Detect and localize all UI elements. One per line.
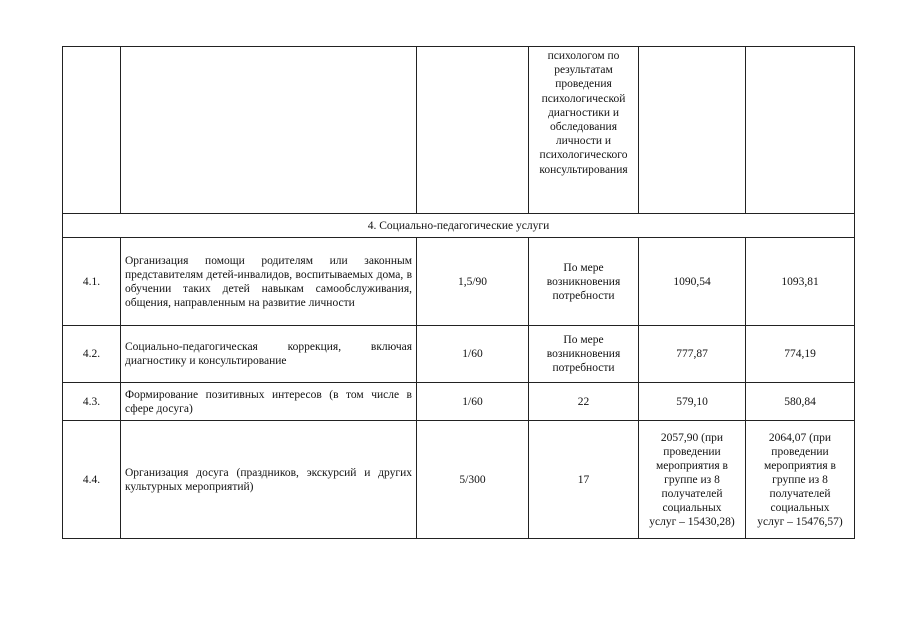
section-title: 4. Социально-педагогические услуги	[63, 214, 855, 238]
service-periodicity: По мере возникновения потребности	[529, 238, 639, 326]
table-row-continuation	[63, 47, 855, 214]
table-row	[63, 238, 855, 326]
service-periodicity: 22	[529, 383, 639, 421]
service-norm: 1/60	[417, 326, 529, 383]
row-number: 4.4.	[63, 421, 121, 539]
services-tariff-table	[62, 46, 855, 539]
tariff-1: 1090,54	[639, 238, 746, 326]
table-row	[63, 421, 855, 539]
table-row	[63, 326, 855, 383]
service-name: Социально-педагогическая коррекция, включая диагностику и консультирование	[121, 326, 417, 383]
service-norm: 1/60	[417, 383, 529, 421]
service-name: Организация досуга (праздников, экскурсий и других культурных мероприятий)	[121, 421, 417, 539]
cell-empty-name	[121, 47, 417, 214]
cell-continuation-text: психологом по результатам проведения психологической диагностики и обследования личности и психологического консультирования	[529, 47, 639, 214]
tariff-1: 2057,90 (при проведении мероприятия в группе из 8 получателей социальных услуг – 15430,28)	[639, 421, 746, 539]
row-number: 4.3.	[63, 383, 121, 421]
row-number: 4.2.	[63, 326, 121, 383]
tariff-2: 774,19	[746, 326, 855, 383]
tariff-2: 1093,81	[746, 238, 855, 326]
service-periodicity: По мере возникновения потребности	[529, 326, 639, 383]
service-periodicity: 17	[529, 421, 639, 539]
service-name: Организация помощи родителям или законным представителям детей-инвалидов, воспитываемых дома, в обучении таких детей навыкам самообслуживания, общения, направленным на развитие личности	[121, 238, 417, 326]
service-norm: 5/300	[417, 421, 529, 539]
service-norm: 1,5/90	[417, 238, 529, 326]
service-name: Формирование позитивных интересов (в том числе в сфере досуга)	[121, 383, 417, 421]
cell-empty-tariff2	[746, 47, 855, 214]
tariff-2: 2064,07 (при проведении мероприятия в группе из 8 получателей социальных услуг – 15476,57)	[746, 421, 855, 539]
row-number: 4.1.	[63, 238, 121, 326]
cell-empty-norm	[417, 47, 529, 214]
table-row	[63, 383, 855, 421]
tariff-2: 580,84	[746, 383, 855, 421]
cell-empty-tariff1	[639, 47, 746, 214]
tariff-1: 579,10	[639, 383, 746, 421]
tariff-1: 777,87	[639, 326, 746, 383]
section-header-row	[63, 214, 855, 238]
cell-empty-num	[63, 47, 121, 214]
